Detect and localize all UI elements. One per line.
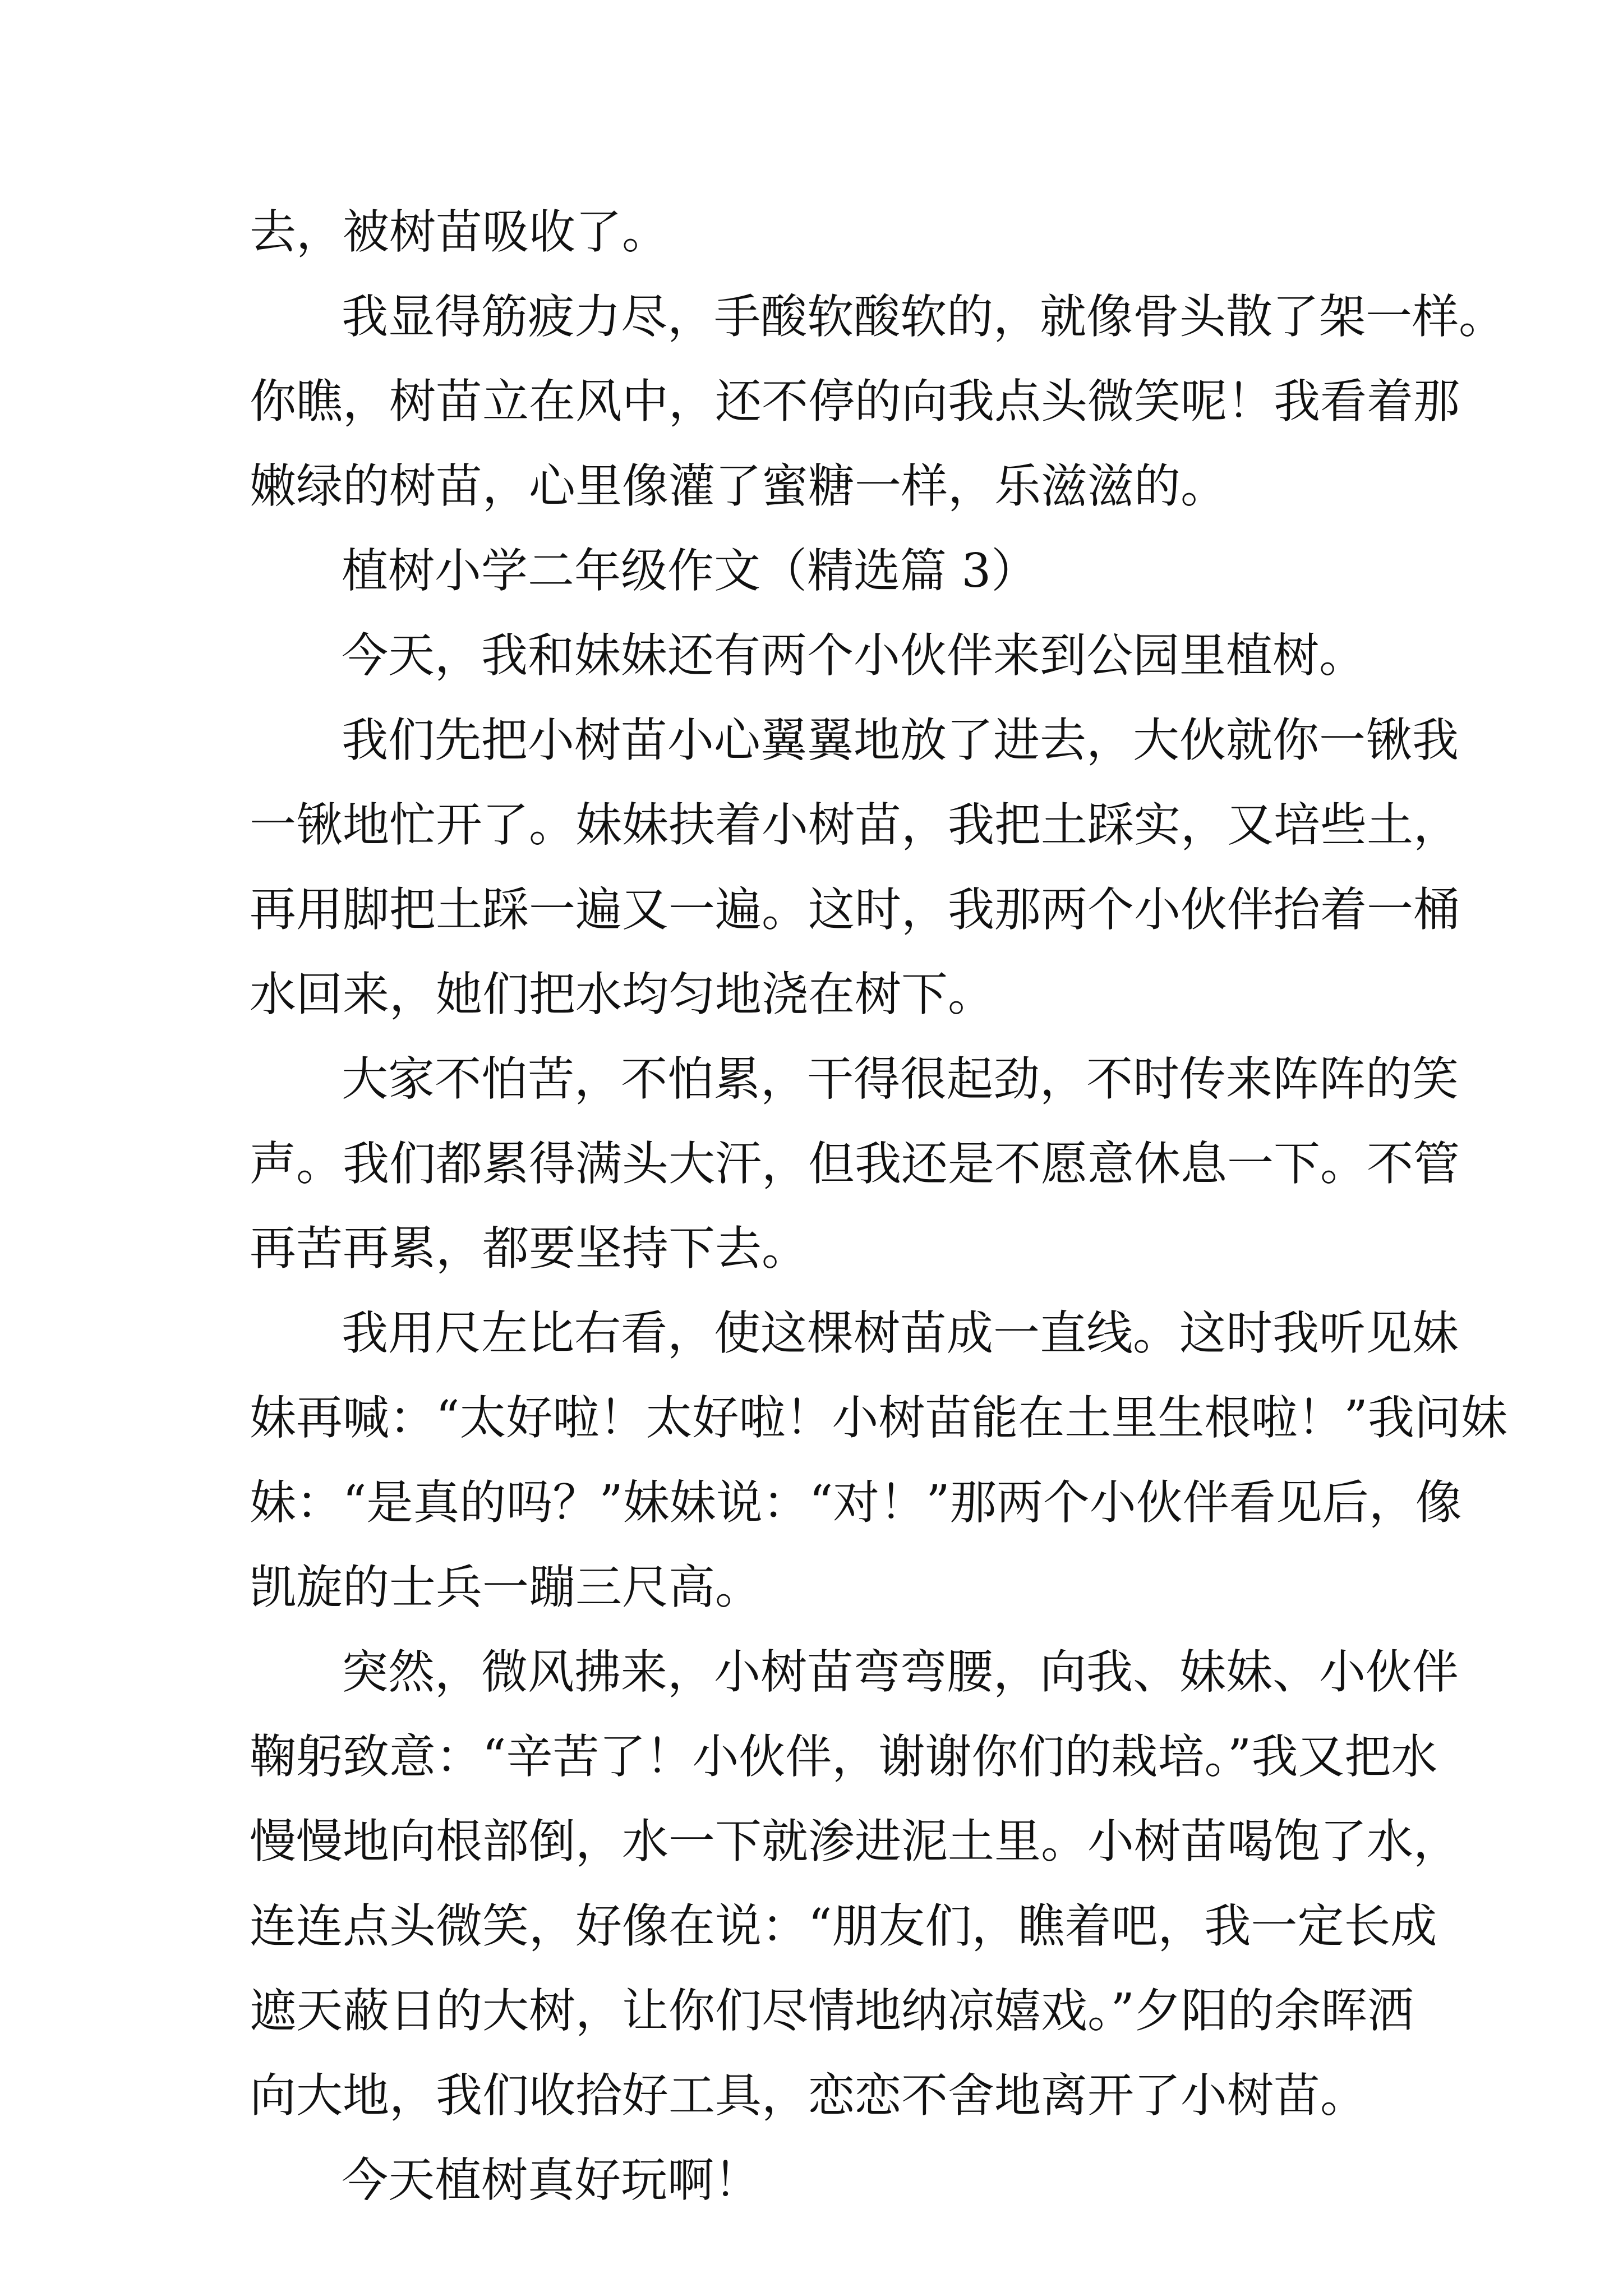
text-line: 你瞧，树苗立在风中，还不停的向我点头微笑呢！我看着那 (250, 374, 1460, 429)
text-line: 遮天蔽日的大树，让你们尽情地纳凉嬉戏。”夕阳的余晖洒 (250, 1984, 1414, 2038)
text-line: 向大地，我们收拾好工具，恋恋不舍地离开了小树苗。 (250, 2068, 1367, 2123)
text-line: 声。我们都累得满头大汗，但我还是不愿意休息一下。不管 (250, 1137, 1460, 1191)
text-line: 嫩绿的树苗，心里像灌了蜜糖一样，乐滋滋的。 (250, 459, 1227, 513)
text-line: 连连点头微笑，好像在说：“朋友们，瞧着吧，我一定长成 (250, 1899, 1437, 1953)
text-line: 我们先把小树苗小心翼翼地放了进去，大伙就你一锹我 (342, 713, 1459, 767)
text-line: 妹：“是真的吗？”妹妹说：“对！”那两个小伙伴看见后，像 (250, 1475, 1462, 1530)
text-line: 再用脚把土踩一遍又一遍。这时，我那两个小伙伴抬着一桶 (250, 882, 1460, 937)
text-line: 妹再喊：“太好啦！太好啦！小树苗能在土里生根啦！”我问妹 (250, 1391, 1507, 1445)
section-heading: 植树小学二年级作文（精选篇 3） (342, 544, 1038, 598)
text-line: 去，被树苗吸收了。 (250, 205, 668, 259)
essay-body (250, 190, 1507, 2223)
text-line: 今天，我和妹妹还有两个小伙伴来到公园里植树。 (342, 628, 1366, 683)
text-line: 我用尺左比右看，使这棵树苗成一直线。这时我听见妹 (342, 1306, 1459, 1360)
text-line: 慢慢地向根部倒，水一下就渗进泥土里。小树苗喝饱了水， (250, 1814, 1460, 1869)
text-line: 大家不怕苦，不怕累，干得很起劲，不时传来阵阵的笑 (342, 1052, 1459, 1106)
text-line: 我显得筋疲力尽，手酸软酸软的，就像骨头散了架一样。 (342, 289, 1505, 344)
text-line: 凯旋的士兵一蹦三尺高。 (250, 1560, 762, 1614)
text-line: 鞠躬致意：“辛苦了！小伙伴，谢谢你们的栽培。”我又把水 (250, 1729, 1438, 1784)
text-line: 突然，微风拂来，小树苗弯弯腰，向我、妹妹、小伙伴 (342, 1645, 1459, 1699)
text-line: 水回来，她们把水均匀地浇在树下。 (250, 967, 994, 1022)
text-line: 再苦再累，都要坚持下去。 (250, 1221, 808, 1276)
text-line: 今天植树真好玩啊！ (342, 2153, 760, 2207)
text-line: 一锹地忙开了。妹妹扶着小树苗，我把土踩实，又培些土， (250, 798, 1460, 852)
